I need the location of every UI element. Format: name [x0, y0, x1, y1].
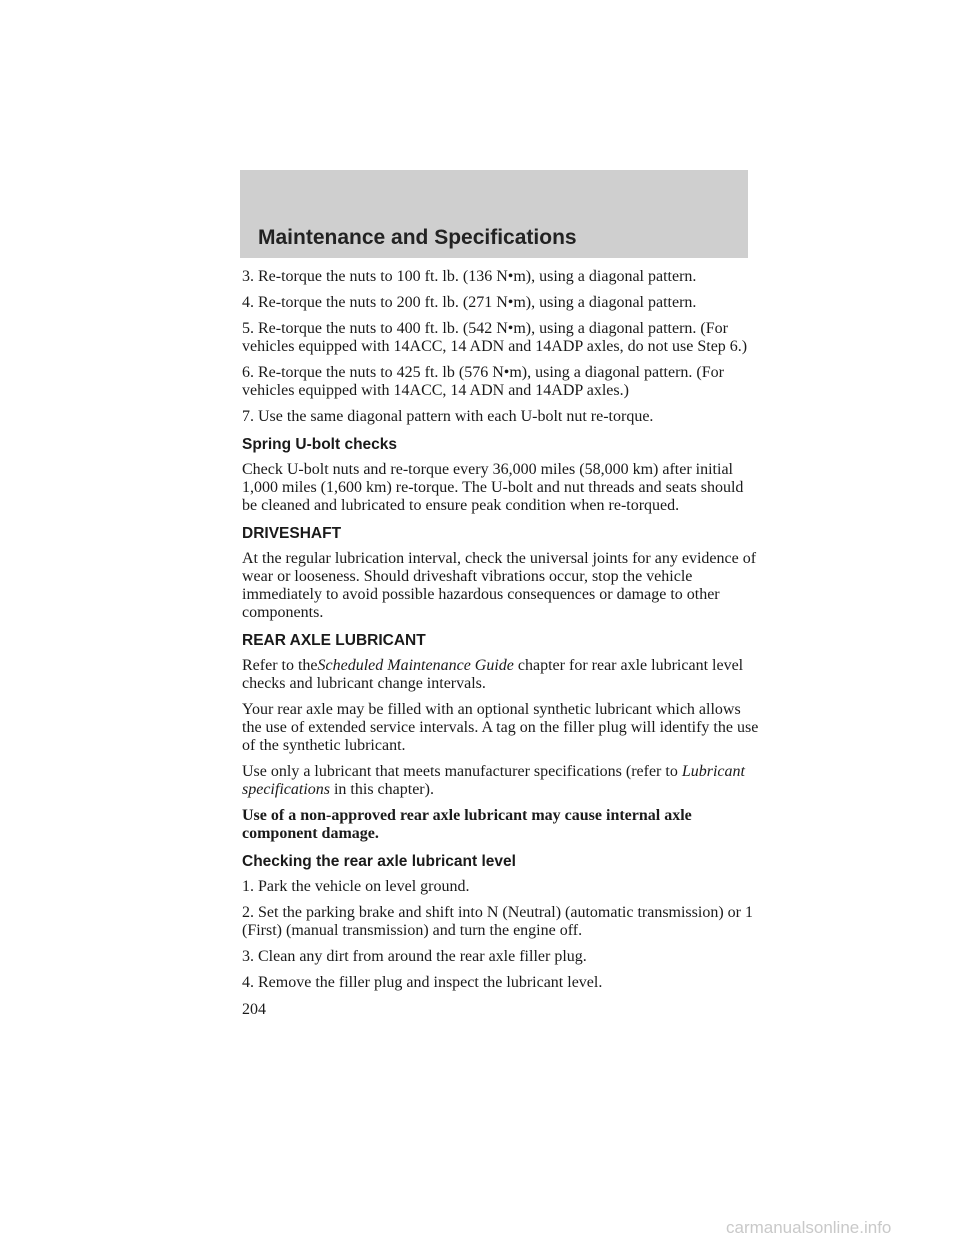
driveshaft-text: At the regular lubrication interval, check the universal joints for any evidence of wear or looseness. Should driveshaft vibrations occur, stop the vehicle immediately to avoid possible hazardous consequences or damage to other components.	[242, 550, 757, 621]
spring-text: Check U-bolt nuts and re-torque every 36,000 miles (58,000 km) after initial 1,000 miles (1,600 km) re-torque. The U-bolt and nut threads and seats should be cleaned and lubricated to ensure peak condition when re-torqued.	[242, 461, 744, 514]
rear-axle-p1-post: chapter for rear axle lubricant level checks and lubricant change intervals.	[242, 657, 744, 692]
check-step-3: 3. Clean any dirt from around the rear axle filler plug.	[242, 948, 587, 965]
check-step-1: 1. Park the vehicle on level ground.	[242, 878, 470, 895]
step-6: 6. Re-torque the nuts to 425 ft. lb (576 N•m), using a diagonal pattern. (For vehicles equipped with 14ACC, 14 ADN and 14ADP axles.)	[242, 364, 724, 399]
spring-heading: Spring U-bolt checks	[242, 436, 398, 453]
rear-axle-paragraph-3	[242, 763, 762, 799]
rear-axle-p3-pre: Use only a lubricant that meets manufacturer specifications (refer to	[242, 763, 678, 780]
page-content	[242, 268, 762, 1000]
checking-heading: Checking the rear axle lubricant level	[242, 853, 516, 870]
rear-axle-heading: REAR AXLE LUBRICANT	[242, 632, 426, 649]
page-number: 204	[242, 1001, 266, 1018]
axle-warning: Use of a non-approved rear axle lubricant may cause internal axle component damage.	[242, 807, 692, 842]
lubricant-spec-reference: Lubricant specifications	[242, 763, 745, 798]
rear-axle-paragraph-2: Your rear axle may be filled with an optional synthetic lubricant which allows the use of extended service intervals. A tag on the filler plug will identify the use of the synthetic lubricant.	[242, 701, 759, 754]
rear-axle-paragraph-1	[242, 657, 762, 693]
driveshaft-heading: DRIVESHAFT	[242, 525, 342, 542]
rear-axle-p1-pre: Refer to the	[242, 657, 318, 674]
step-5: 5. Re-torque the nuts to 400 ft. lb. (542 N•m), using a diagonal pattern. (For vehicles equipped with 14ACC, 14 ADN and 14ADP axles, do not use Step 6.)	[242, 320, 748, 355]
scheduled-guide-reference: Scheduled Maintenance Guide	[317, 657, 514, 674]
rear-axle-p3-post: in this chapter).	[333, 781, 434, 798]
step-4: 4. Re-torque the nuts to 200 ft. lb. (271 N•m), using a diagonal pattern.	[242, 294, 697, 311]
check-step-2: 2. Set the parking brake and shift into N (Neutral) (automatic transmission) or 1 (First) (manual transmission) and turn the engine off.	[242, 904, 753, 939]
step-3: 3. Re-torque the nuts to 100 ft. lb. (136 N•m), using a diagonal pattern.	[242, 268, 697, 285]
step-7: 7. Use the same diagonal pattern with each U-bolt nut re-torque.	[242, 408, 654, 425]
check-step-4: 4. Remove the filler plug and inspect the lubricant level.	[242, 974, 603, 991]
watermark: carmanualsonline.info	[726, 1218, 892, 1237]
section-title: Maintenance and Specifications	[258, 226, 577, 249]
